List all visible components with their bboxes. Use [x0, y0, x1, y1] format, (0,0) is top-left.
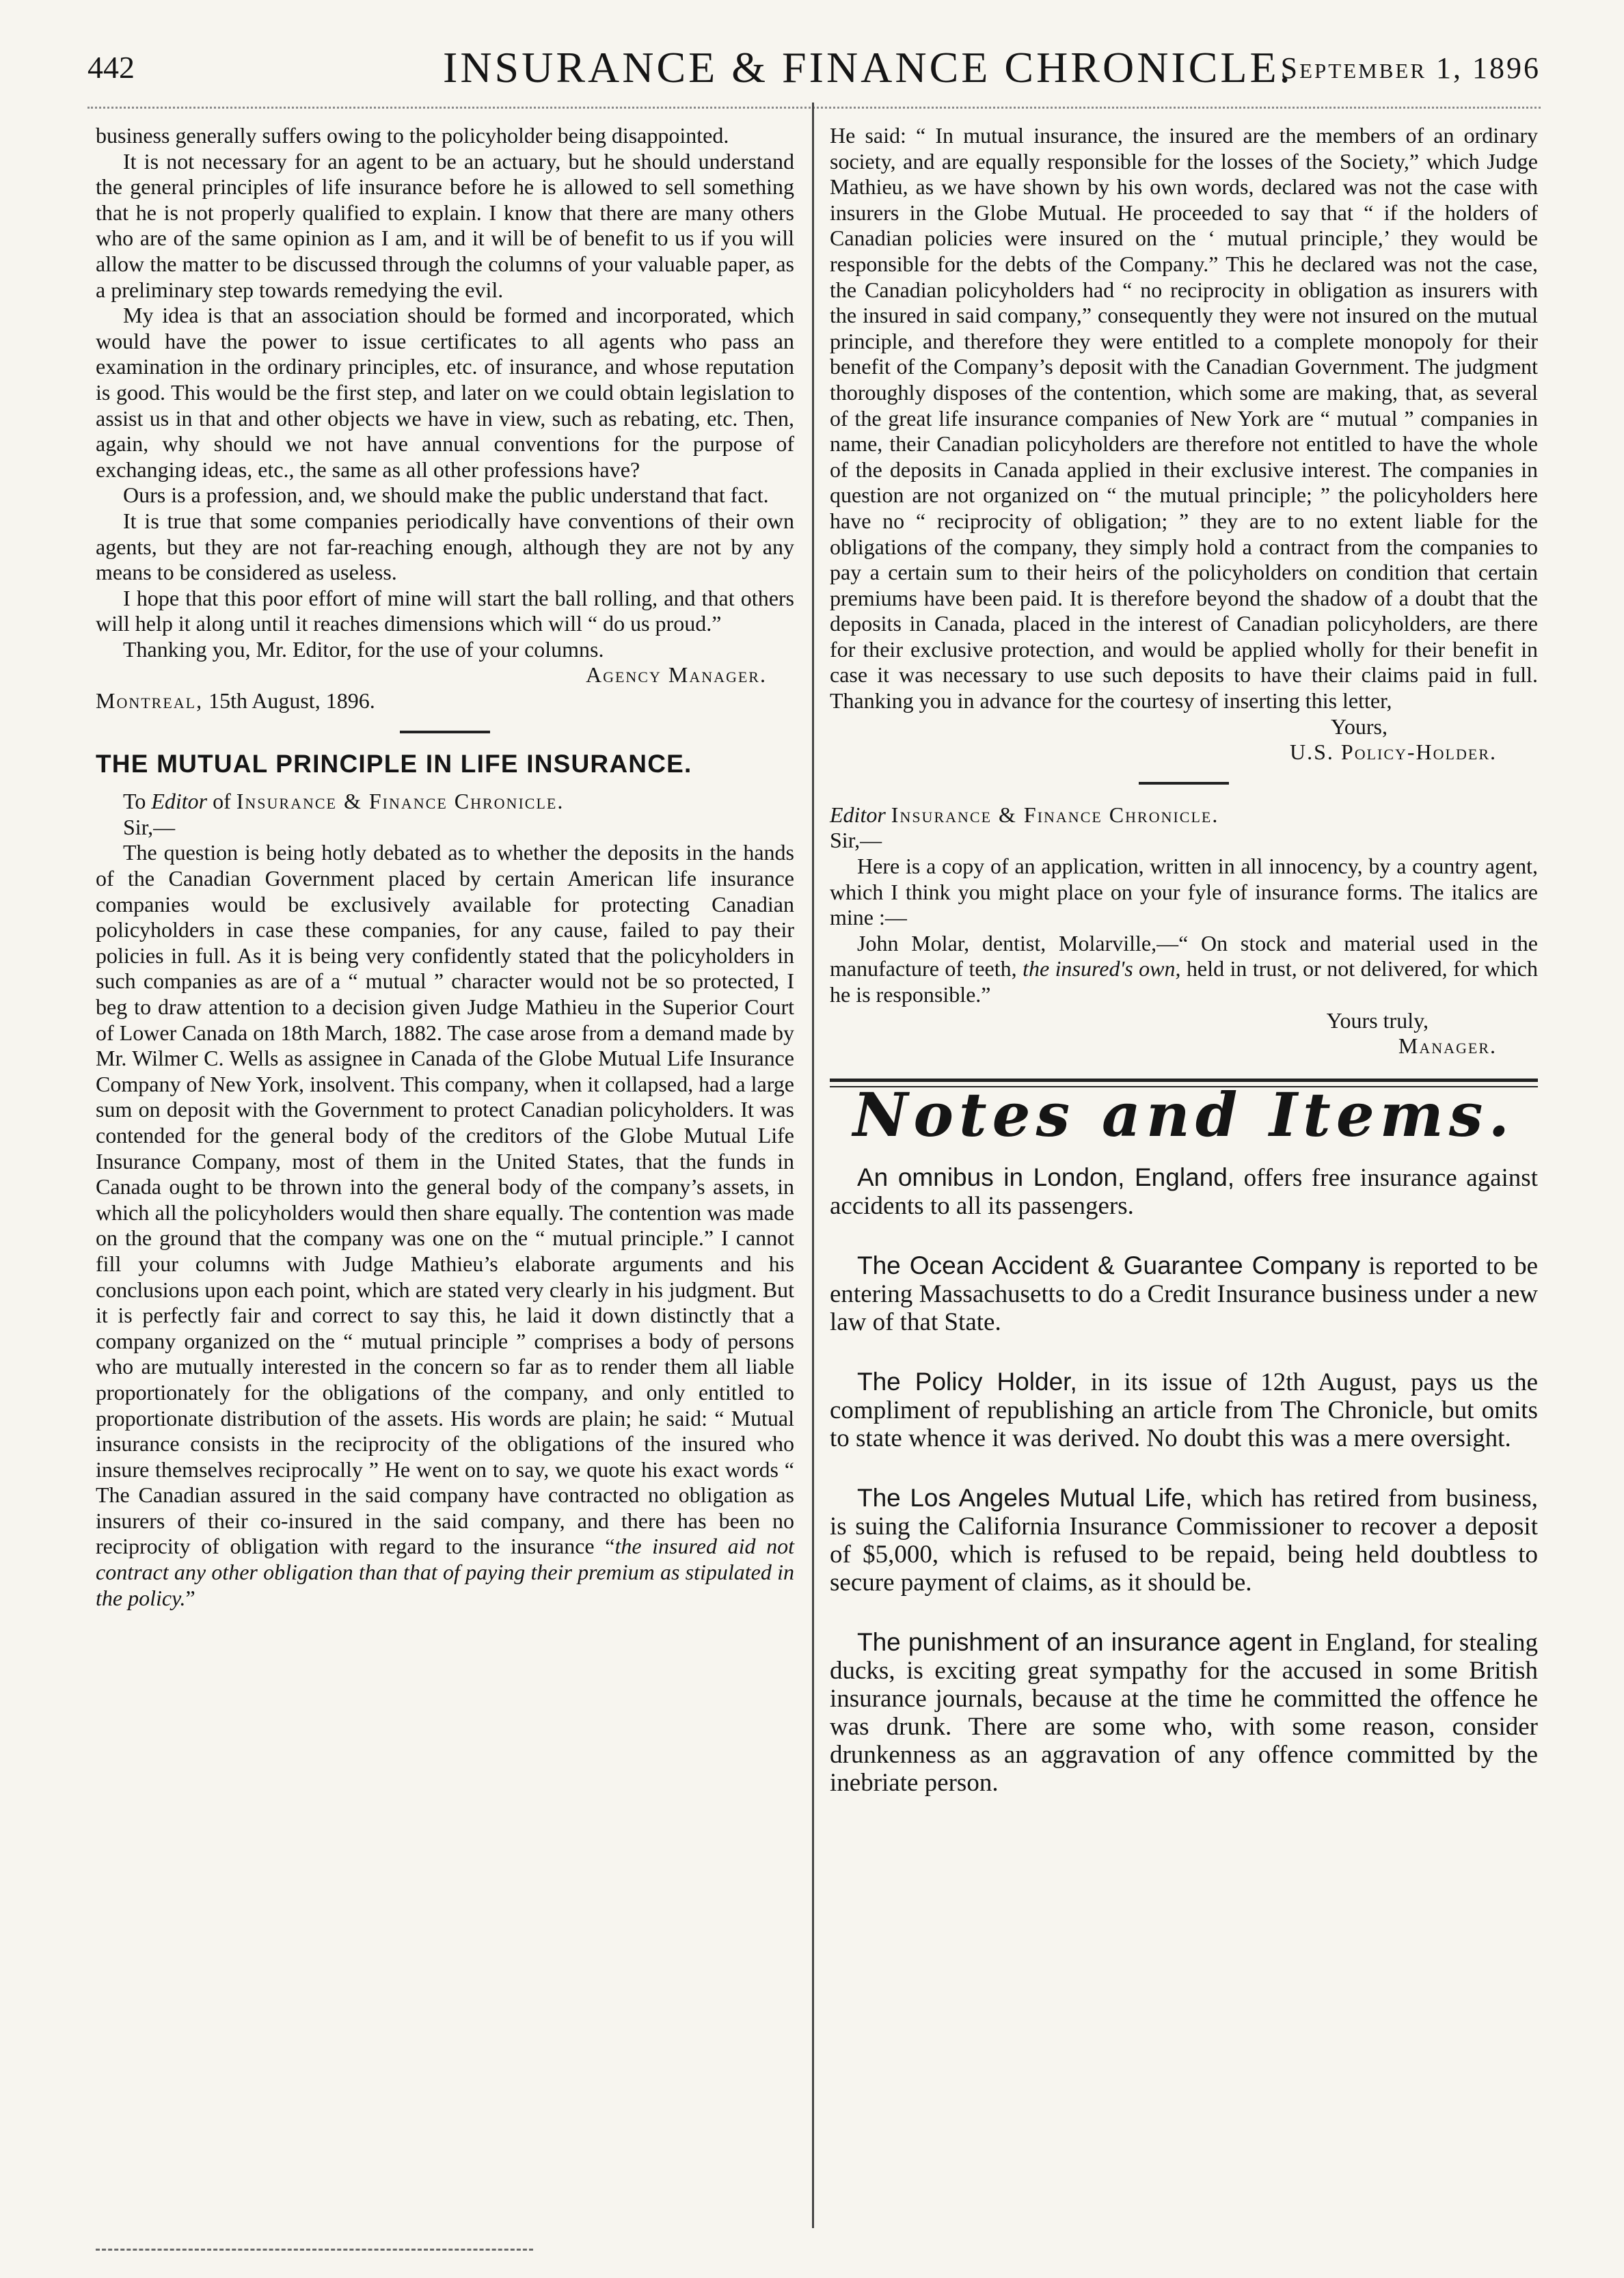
letter2-valediction: Yours truly, — [1326, 1007, 1429, 1033]
issue-date: September 1, 1896 — [1280, 51, 1541, 85]
letter2-text: held in trust, or not delivered, for which he is responsible.” — [830, 956, 1539, 1007]
letter2-italic: the insured's own, — [1023, 956, 1181, 981]
section-rule — [400, 731, 490, 733]
dateline-date: 15th August, 1896. — [208, 688, 375, 714]
letter-signoff: Agency Manager. — [585, 662, 767, 688]
to-journal: Insurance & Finance Chronicle. — [236, 789, 565, 814]
to-prefix: To — [123, 789, 146, 814]
signature: U.S. Policy-Holder. — [1289, 740, 1497, 765]
note-item — [830, 1251, 1538, 1336]
note-lead: The Los Angeles Mutual Life, — [857, 1484, 1193, 1513]
letter-paragraph: My idea is that an association should be formed and incorporated, which would have the power to issue certificates to all agents who pass an examination in the ordinary principles, etc. of insurance, and whose reputation is good. This would be the first step, and later on we could obtain legislation to assist us in that and other objects we have in view, such as rebating, etc. Then, again, why should we not have annual conventions for the purpose of exchanging ideas, etc., the same as all other professions have? — [96, 303, 794, 482]
to-of: of — [213, 789, 231, 814]
letter2-paragraph — [830, 931, 1538, 1008]
letter2-address-line — [830, 802, 1538, 828]
column-divider — [812, 103, 814, 2228]
note-item — [830, 1163, 1538, 1220]
left-column — [96, 123, 794, 1611]
letter-paragraph: I hope that this poor effort of mine will start the ball rolling, and that others will help it along until it reaches dimensions which will “ do us proud.” — [96, 585, 794, 636]
note-lead: The Ocean Accident & Guarantee Company — [857, 1251, 1361, 1280]
note-text: in England, for stealing ducks, is exciting great sympathy for the accused in some British insurance journals, because at the time he committed the offence he was drunk. There are some who, with some reason, consider drunkenness as an aggravation of any offence committed by the inebriate person. — [830, 1629, 1539, 1798]
letter2-salutation: Sir,— — [830, 828, 882, 853]
article-salutation: Sir,— — [123, 814, 176, 839]
to-editor: Editor — [151, 789, 208, 814]
letter-paragraph: It is true that some companies periodically have conventions of their own agents, but they are not far-reaching enough, although they are not by any means to be considered as useless. — [96, 508, 794, 585]
note-item — [830, 1628, 1538, 1797]
section-rule — [1139, 782, 1229, 785]
letter-paragraph: Ours is a profession, and, we should make the public understand that fact. — [123, 483, 769, 508]
letter-paragraph: business generally suffers owing to the policyholder being disappointed. — [96, 123, 729, 148]
note-lead: The Policy Holder, — [857, 1368, 1077, 1396]
article-title: THE MUTUAL PRINCIPLE IN LIFE INSURANCE. — [96, 749, 692, 778]
letter2-paragraph: Here is a copy of an application, written in all innocency, by a country agent, which I think you might place on your fyle of insurance forms. The italics are mine :— — [830, 854, 1538, 930]
letter-paragraph: It is not necessary for an agent to be an actuary, but he should understand the general principles of life insurance before he is allowed to sell something that he is not properly qualified to explain. I know that there are many others who are of the same opinion as I am, and it will be of benefit to us if you will allow the matter to be discussed through the columns of your valuable paper, as a preliminary step towards remedying the evil. — [96, 148, 794, 302]
article-address-line — [123, 789, 794, 815]
valediction: Yours, — [1330, 714, 1388, 739]
article-italic-quote: the insured aid not contract any other obligation than that of paying their premium as stipulated in the policy. — [96, 1534, 795, 1610]
page-number: 442 — [87, 50, 135, 85]
letter2-signature: Manager. — [1398, 1033, 1497, 1059]
note-text: offers free insurance against accidents to all its passengers. — [830, 1164, 1538, 1221]
note-item — [830, 1368, 1538, 1452]
note-lead: The punishment of an insurance agent — [857, 1628, 1292, 1657]
note-item — [830, 1484, 1538, 1597]
note-text: is reported to be entering Massachusetts to do a Credit Insurance business under a new law of that State. — [830, 1252, 1538, 1337]
letter-dateline — [96, 688, 794, 714]
note-lead: An omnibus in London, England, — [857, 1163, 1235, 1192]
journal-title: INSURANCE & FINANCE CHRONICLE. — [443, 43, 1293, 92]
continuation-paragraph: He said: “ In mutual insurance, the insured are the members of an ordinary society, and are equally responsible for the losses of the Society,” which Judge Mathieu, as we have shown by his own words, declared was not the case with insurers in the Globe Mutual. He proceeded to say that “ if the holders of Canadian policies were insured on the ‘ mutual principle,’ they would be responsible for the debts of the Company.” This he declared was not the case, the Canadian policyholders had “ no reciprocity in obligation as insurers with the insured in said company,” consequently they were not insured on the mutual principle, and therefore they were entitled to a complete monopoly for their benefit of the Company’s deposit with the Canadian Government. The judgment thoroughly disposes of the contention, which some are making, that, as several of the great life insurance companies of New York are “ mutual ” companies in name, their Canadian policyholders are therefore not entitled to have the whole of the deposits in Canada applied in their exclusive interest. The companies in question are not organized on “ the mutual principle; ” the policyholders here have no “ reciprocity of obligation; ” they are to no extent liable for the obligations of the company, they simply hold a contract from the companies to pay a certain sum to their heirs of the policyholders on condition that certain premiums have been paid. It is therefore beyond the shadow of a doubt that the deposits in Canada, placed in the interest of Canadian policyholders, are there for their exclusive protection, and would be applied wholly for their benefit in case it was necessary to use such deposits to have their claims paid in full. Thanking you in advance for the courtesy of inserting this letter, — [830, 123, 1538, 714]
notes-heading: Notes and Items. — [852, 1079, 1515, 1150]
dateline-place: Montreal, — [96, 688, 204, 714]
letter2-journal: Insurance & Finance Chronicle. — [891, 802, 1219, 827]
masthead — [87, 42, 1541, 104]
letter2-text: John Molar, dentist, Molarville,—“ On stock and material used in the manufacture of teeth, — [830, 930, 1538, 981]
right-column — [830, 123, 1538, 1828]
article-paragraph: The question is being hotly debated as to whether the deposits in the hands of the Canadian Government placed by certain American life insurance companies would be exclusively available for protecting Canadian policyholders in case these companies, for any cause, failed to pay their policies in full. As it is being very confidently stated that the policyholders in such companies as are of a “ mutual ” character would not be so protected, I beg to draw attention to a decision given Judge Mathieu in the Superior Court of Lower Canada on 18th March, 1882. The case arose from a demand made by Mr. Wilmer C. Wells as assignee in Canada of the Globe Mutual Life Insurance Company of New York, insolvent. This company, when it collapsed, had a large sum on deposit with the Government to protect Canadian policyholders. It was contended for the general body of the creditors of the Globe Mutual Life Insurance Company, most of them in the United States, that the funds in Canada ought to be thrown into the general body of the company’s assets, in which all the policyholders would then share equally. The contention was made on the ground that the company was one on the “ mutual principle.” I cannot fill your columns with Judge Mathieu’s elaborate arguments and his conclusions upon each point, which are stated very clearly in his judgment. But it is perfectly fair and correct to say this, he laid it down distinctly that a company organized on the “ mutual principle ” comprises a body of persons who are mutually interested in the concern so far as to render them all liable proportionately for the obligations of the company, and only entitled to proportionate distribution of the assets. His words are plain; he said: “ Mutual insurance consists in the reciprocity of the obligations of the insured who insure themselves reciprocally ” He went on to say, we quote his exact words “ The Canadian assured in the said company have contracted no obligation as insurers of their co-insured in the said company, and there has been no reciprocity of obligation with regard to the insurance “the insured aid not contract any other obligation than that of paying their premium as stipulated in the policy.” — [96, 840, 795, 1610]
header-rule — [87, 107, 1541, 109]
letter2-editor: Editor — [830, 802, 886, 827]
letter-paragraph: Thanking you, Mr. Editor, for the use of your columns. — [123, 636, 604, 662]
footer-rule — [96, 2249, 533, 2251]
article-body: The question is being hotly debated as to whether the deposits in the hands of the Canadian Government placed by certain American life insurance companies would be exclusively available for protecting Canadian policyholders in case these companies, for any cause, failed to pay their policies in full. As it is being very confidently stated that the policyholders in such companies as are of a “ mutual ” character would not be so protected, I beg to draw attention to a decision given Judge Mathieu in the Superior Court of Lower Canada on 18th March, 1882. The case arose from a demand made by Mr. Wilmer C. Wells as assignee in Canada of the Globe Mutual Life Insurance Company of New York, insolvent. This company, when it collapsed, had a large sum on deposit with the Government to protect Canadian policyholders. It was contended for the general body of the creditors of the Globe Mutual Life Insurance Company, most of them in the United States, that the funds in Canada ought to be thrown into the general body of the company’s assets, in which all the policyholders would then share equally. The contention was made on the ground that the company was one on the “ mutual principle.” I cannot fill your columns with Judge Mathieu’s elaborate arguments and his conclusions upon each point, which are stated very clearly in his judgment. But it is perfectly fair and correct to say this, he laid it down distinctly that a company organized on the “ mutual principle ” comprises a body of persons who are mutually interested in the concern so far as to render them all liable proportionately for the obligations of the company, and only entitled to proportionate distribution of the assets. His words are plain; he said: “ Mutual insurance consists in the reciprocity of the obligations of the insured who insure themselves reciprocally ” He went on to say, we quote his exact words “ The Canadian assured in the said company have contracted no obligation as insurers of their co-insured in the said company, and there has been no reciprocity of obligation with regard to the insurance “ — [96, 840, 794, 1559]
note-text: which has retired from business, is suing the California Insurance Commissioner to recover a deposit of $5,000, which is refused to be repaid, being held doubtless to secure payment of claims, as it should be. — [830, 1484, 1538, 1597]
note-text: in its issue of 12th August, pays us the compliment of republishing an article from The Chronicle, but omits to state whence it was derived. No doubt this was a mere oversight. — [830, 1368, 1539, 1453]
